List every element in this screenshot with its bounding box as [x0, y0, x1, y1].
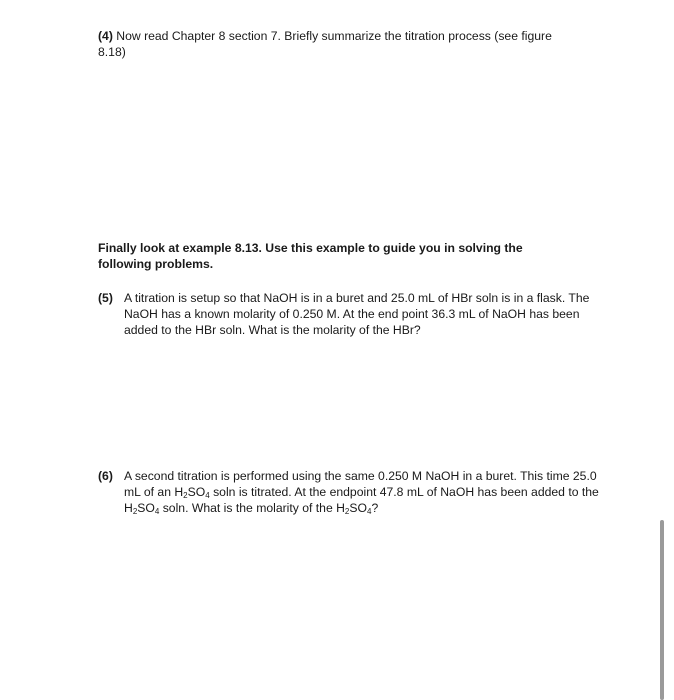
question-4 — [98, 28, 568, 60]
question-5 — [98, 290, 608, 338]
question-4-number: (4) — [98, 29, 113, 43]
question-5-number: (5) — [98, 291, 113, 305]
question-6-text: A second titration is performed using the same 0.250 M NaOH in a buret. This time 25.0 mL of an $H_2SO_4$ soln is titrated. At the endpoint 47.8 mL of NaOH has been added to the $H_2SO_4$ soln. What is the molarity of the $H_2SO_4$? — [124, 469, 599, 516]
question-6 — [98, 468, 608, 516]
question-5-text: A titration is setup so that NaOH is in a buret and 25.0 mL of HBr soln is in a flask. The NaOH has a known molarity of 0.250 M. At the end point 36.3 mL of NaOH has been added to the HBr soln. What is the molarity of the HBr? — [124, 291, 590, 337]
example-instruction: Finally look at example 8.13. Use this example to guide you in solving the following problems. — [98, 241, 523, 271]
question-4-text: Now read Chapter 8 section 7. Briefly summarize the titration process (see figure 8.18) — [98, 29, 552, 59]
question-6-number: (6) — [98, 469, 113, 483]
vertical-scrollbar[interactable] — [660, 520, 664, 700]
